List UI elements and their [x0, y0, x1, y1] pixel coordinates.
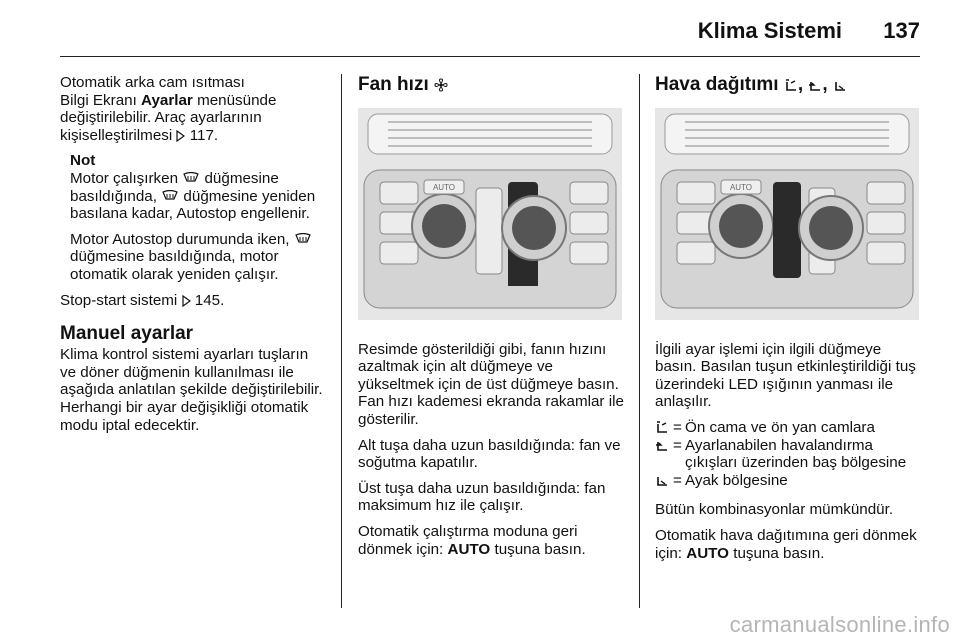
air-distribution-figure: [655, 108, 919, 320]
paragraph-fan-4: Otomatik çalıştırma moduna geri dönmek için: AUTO tuşuna basın.: [358, 522, 586, 558]
figure-auto-label: AUTO: [432, 183, 456, 192]
paragraph-fan-3: Üst tuşa daha uzun basıldığında: fan maksimum hız ile çalışır.: [358, 479, 606, 515]
page-number: 137: [883, 18, 920, 43]
section-title: Klima Sistemi: [697, 18, 842, 43]
paragraph-air-2: Bütün kombinasyonlar mümkündür.: [655, 501, 894, 519]
air-head-icon: [808, 79, 822, 92]
column-2: [358, 74, 624, 566]
fan-speed-figure: [358, 108, 622, 320]
list-item: = Ayak bölgesine: [655, 472, 923, 490]
figure-auto-label: AUTO: [729, 183, 753, 192]
air-foot-icon: [833, 79, 847, 92]
air-foot-icon: [655, 474, 669, 487]
heading-air-distribution: Hava dağıtımı , ,: [655, 74, 923, 96]
list-item: = Ön cama ve ön yan camlara: [655, 419, 923, 437]
paragraph-fan-2: Alt tuşa daha uzun basıldığında: fan ve soğutma kapatılır.: [358, 436, 621, 472]
heading-fan-speed: Fan hızı: [358, 74, 624, 96]
fan-icon: [434, 78, 448, 92]
ref-arrow-icon: [176, 130, 185, 142]
autostop-icon: [294, 233, 312, 246]
column-divider-1: [341, 74, 342, 608]
ref-arrow-icon: [182, 295, 191, 307]
air-head-icon: [655, 439, 669, 452]
note-block: [60, 152, 328, 283]
column-3: [655, 74, 923, 570]
watermark: carmanualsonline.info: [729, 612, 950, 637]
note-paragraph-1: Motor çalışırken düğmesine basıldığında, düğmesine yeniden basılana kadar, Autostop engellenir.: [70, 169, 316, 223]
note-heading: Not: [70, 152, 96, 170]
paragraph-rear-window: Otomatik arka cam ısıtması Bilgi Ekranı Ayarlar menüsünde değiştirilebilir. Araç ayarlarının kişiselleştirilmesi 117.: [60, 74, 277, 144]
list-item: = Ayarlanabilen havalandırma çıkışları üzerinden baş bölgesine: [655, 437, 923, 472]
air-mode-list: [655, 419, 923, 489]
air-windscreen-icon: [784, 79, 798, 92]
paragraph-manual-settings: Klima kontrol sistemi ayarları tuşların ve döner düğmenin kullanılması ile aşağıda anlatılan şekilde değiştirilebilir. Herhangi bir ayar değişikliği otomatik modu iptal edecektir.: [60, 346, 323, 434]
paragraph-stop-start: Stop-start sistemi 145.: [60, 291, 225, 309]
page-header: [60, 0, 920, 62]
autostop-icon: [182, 172, 200, 185]
paragraph-fan-1: Resimde gösterildiği gibi, fanın hızını azaltmak için alt düğmeye ve yükseltmek için de üst düğmeye basın. Fan hızı kademesi ekranda rakamlar ile gösterilir.: [358, 340, 624, 428]
air-windscreen-icon: [655, 421, 669, 434]
heading-manual-settings: Manuel ayarlar: [60, 323, 194, 345]
paragraph-air-3: Otomatik hava dağıtımına geri dönmek için: AUTO tuşuna basın.: [655, 526, 917, 562]
column-1: [60, 74, 328, 442]
paragraph-air-1: İlgili ayar işlemi için ilgili düğmeye basın. Basılan tuşun etkinleştirildiği tuş üzerindeki LED ışığının yanması ile anlaşılır.: [655, 340, 916, 411]
note-paragraph-2: Motor Autostop durumunda iken, düğmesine basıldığında, motor otomatik olarak yeniden çalışır.: [70, 231, 328, 284]
column-divider-2: [639, 74, 640, 608]
header-divider: [60, 56, 920, 57]
autostop-icon: [161, 190, 179, 203]
